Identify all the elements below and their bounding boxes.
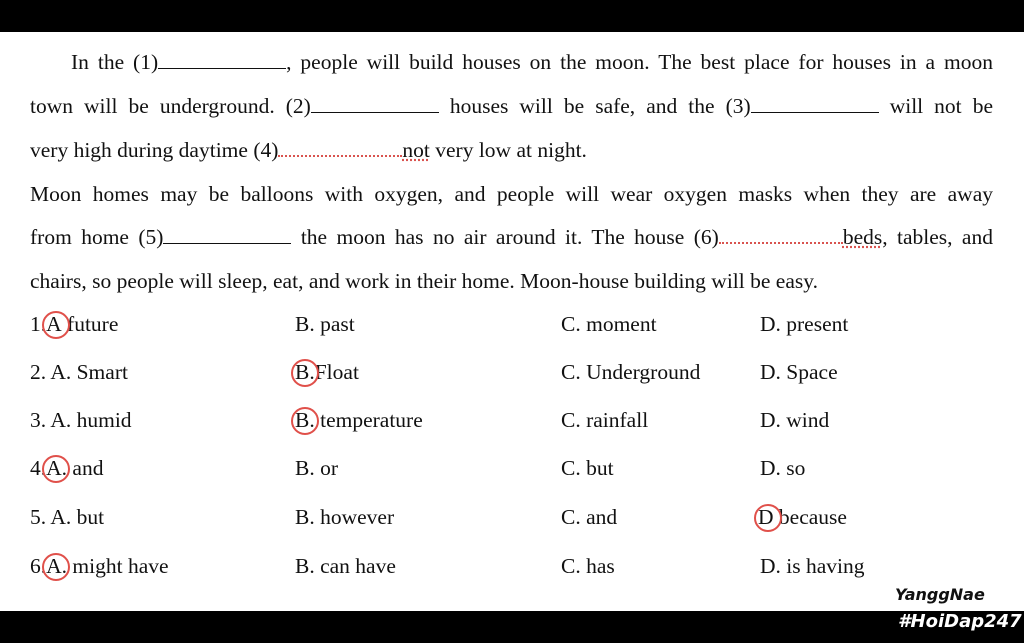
answer-circle: A: [46, 312, 62, 336]
question-row-3: [0, 408, 1024, 448]
watermark-tag: #HoiDap247: [898, 611, 1022, 632]
blank-4: [278, 135, 402, 157]
answer-circle: D: [758, 505, 774, 529]
blank-6: [719, 222, 843, 244]
question-row-6: [0, 554, 1024, 594]
option-5d: D because: [758, 505, 847, 529]
passage-line-3: very high during daytime (4) not very low at night.: [30, 128, 993, 172]
blank-5: [163, 225, 291, 244]
option-4c: C. but: [561, 456, 614, 480]
option-6a: 6.A. might have: [30, 554, 169, 578]
option-2b: B.Float: [295, 360, 359, 384]
passage-line-5: from home (5) the moon has no air around it. The house (6) beds, tables, and: [30, 215, 993, 259]
option-3d: D. wind: [760, 408, 830, 432]
option-5b: B. however: [295, 505, 395, 529]
option-3b: B. temperature: [295, 408, 423, 432]
option-4b: B. or: [295, 456, 338, 480]
option-6b: B. can have: [295, 554, 396, 578]
option-6d: D. is having: [760, 554, 865, 578]
answer-circle: A.: [46, 554, 68, 578]
question-row-5: [0, 505, 1024, 545]
option-4d: D. so: [760, 456, 806, 480]
option-3c: C. rainfall: [561, 408, 649, 432]
top-black-bar: [0, 0, 1024, 32]
passage-line-6: chairs, so people will sleep, eat, and work in their home. Moon-house building will be easy.: [30, 269, 818, 293]
question-row-1: [0, 312, 1024, 352]
option-1d: D. present: [760, 312, 849, 336]
answer-circle: B.: [295, 408, 315, 432]
blank-2: [311, 94, 439, 113]
option-1c: C. moment: [561, 312, 657, 336]
option-1b: B. past: [295, 312, 355, 336]
question-row-2: [0, 360, 1024, 400]
blank-1: [158, 50, 286, 69]
option-2a: 2. A. Smart: [30, 360, 128, 384]
option-1a: 1.A future: [30, 312, 119, 336]
option-3a: 3. A. humid: [30, 408, 132, 432]
passage-line-2: town will be underground. (2) houses will be safe, and the (3) will not be: [30, 94, 993, 118]
watermark-name: YanggNae: [895, 585, 985, 604]
option-5c: C. and: [561, 505, 618, 529]
bottom-black-bar: [0, 611, 1024, 643]
answer-circle: B.: [295, 360, 315, 384]
option-2c: C. Underground: [561, 360, 701, 384]
option-4a: 4.A. and: [30, 456, 104, 480]
passage-line-1: In the (1) , people will build houses on the moon. The best place for houses in a moon: [71, 50, 993, 74]
question-row-4: [0, 456, 1024, 496]
blank-3: [751, 94, 879, 113]
option-2d: D. Space: [760, 360, 838, 384]
option-6c: C. has: [561, 554, 615, 578]
passage-line-4: Moon homes may be balloons with oxygen, and people will wear oxygen masks when they are away: [30, 182, 993, 206]
answer-circle: A.: [46, 456, 68, 480]
option-5a: 5. A. but: [30, 505, 105, 529]
